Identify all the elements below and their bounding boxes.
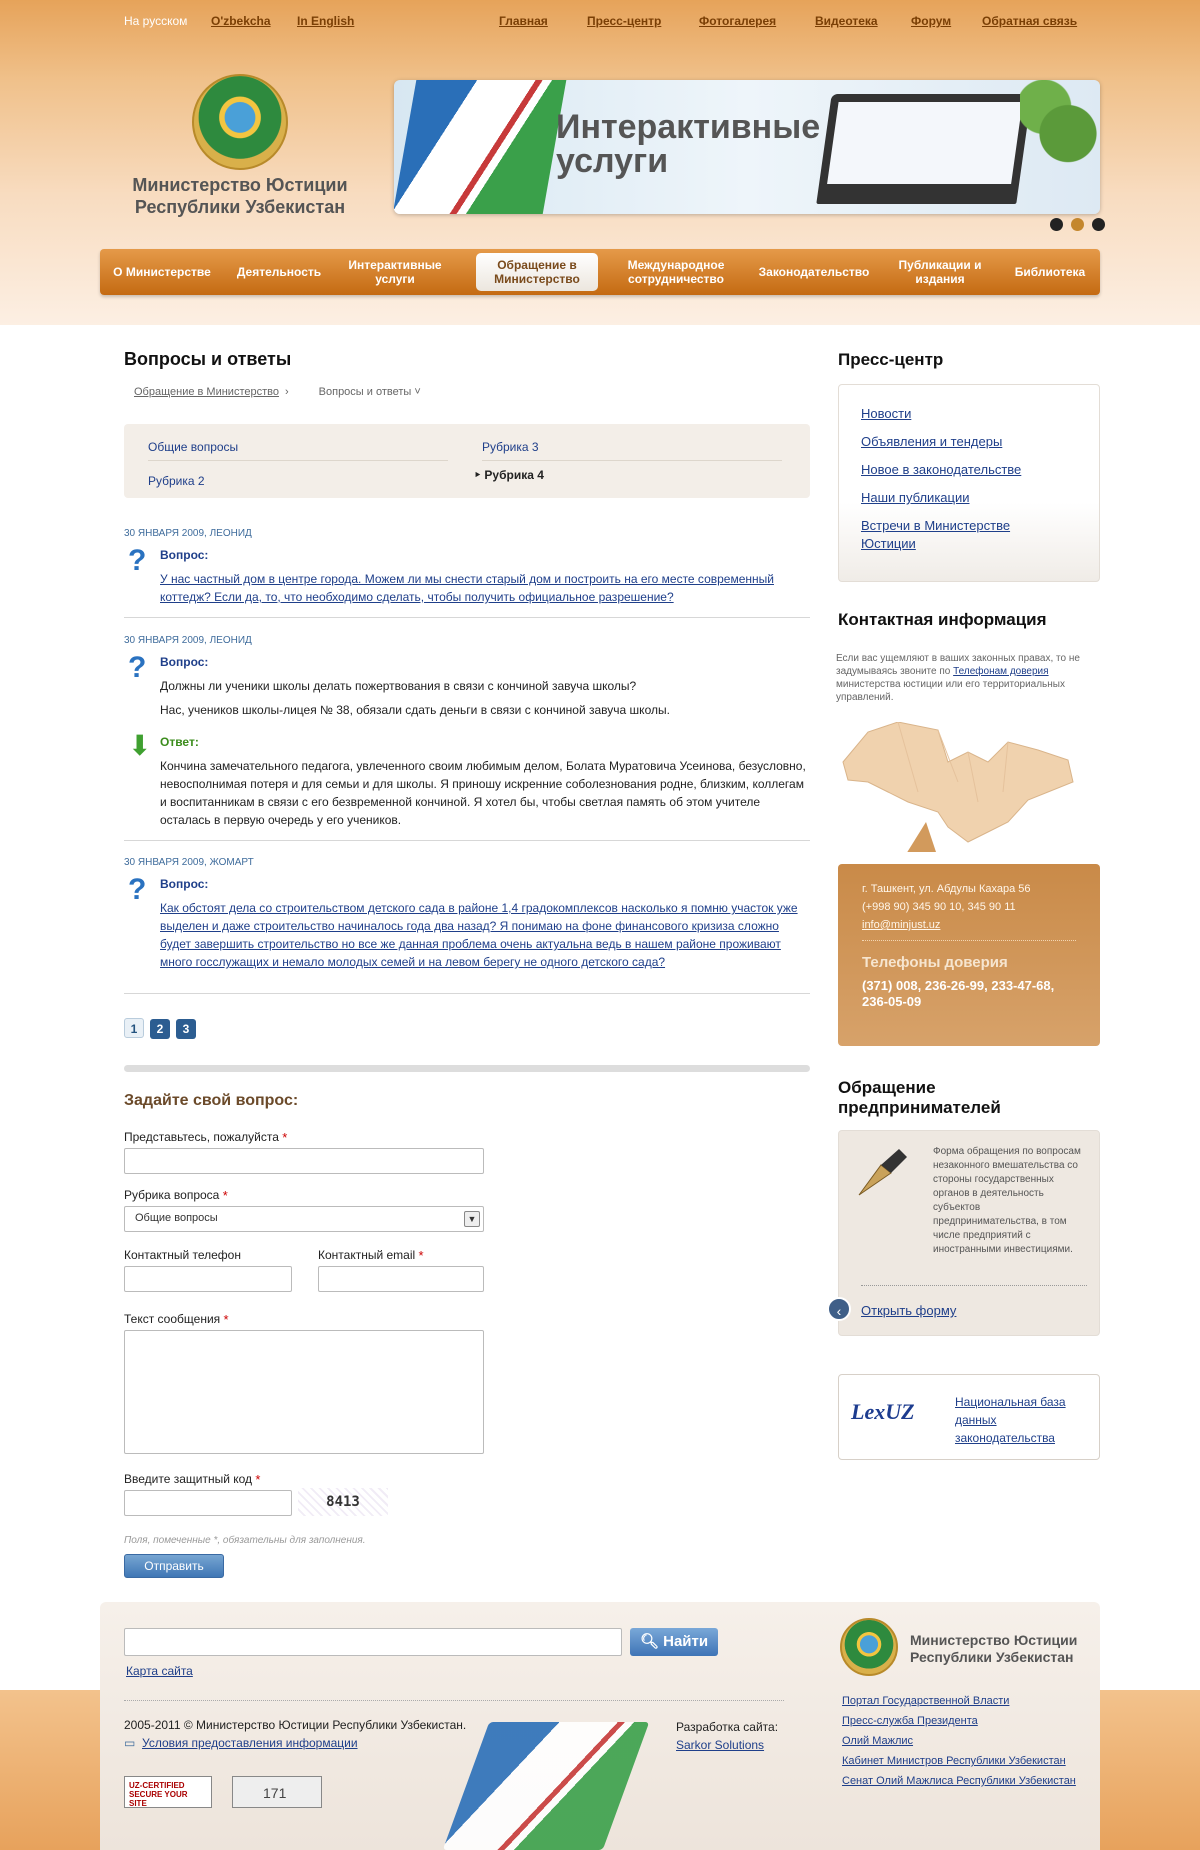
footer-link-senate[interactable]: Сенат Олий Мажлиса Республики Узбекистан: [842, 1775, 1076, 1787]
page-title: Вопросы и ответы: [124, 349, 292, 369]
laptop-image: [816, 94, 1031, 204]
press-link-news[interactable]: Новости: [861, 406, 912, 421]
message-textarea[interactable]: [124, 1330, 484, 1454]
rubric-label: Рубрика вопроса: [124, 1188, 220, 1202]
rubric-select-value: Общие вопросы: [135, 1212, 218, 1224]
answer-arrow-icon: ⬇: [128, 730, 152, 761]
trust-phones-link[interactable]: Телефонам доверия: [953, 666, 1049, 677]
answer-text: Кончина замечательного педагога, увлеченного своим любимым делом, Болата Муратовича Усеинова, безусловно, невосполнимая потеря и для семьи и для школы. Я приношу искренние соболезнования родне, близким, коллегам и воспитанникам в связи с его безвременной кончиной. Я хотел бы, чтобы светлая память об этом учителе осталась в первую очередь у его учеников.: [160, 759, 806, 827]
entrepreneurs-box: [838, 1130, 1100, 1336]
trust-title: Телефоны доверия: [862, 954, 1008, 971]
sitemap-link[interactable]: Карта сайта: [126, 1664, 193, 1678]
footer-link-press[interactable]: Пресс-служба Президента: [842, 1715, 978, 1727]
email-input[interactable]: [318, 1266, 484, 1292]
toplink-forum[interactable]: Форум: [911, 14, 952, 28]
flag-image: [394, 80, 570, 214]
lang-en-link[interactable]: In English: [297, 14, 355, 28]
question-text-1: Должны ли ученики школы делать пожертвования в связи с кончиной завуча школы?: [160, 679, 637, 693]
rubric-general[interactable]: Общие вопросы: [148, 440, 239, 454]
required-mark: *: [223, 1312, 229, 1327]
lexuz-box: [838, 1374, 1100, 1460]
contact-title: Контактная информация: [838, 610, 1047, 629]
main-nav: [100, 249, 1100, 295]
terms-link[interactable]: Условия предоставления информации: [142, 1736, 358, 1750]
qa-item-3: [124, 857, 810, 969]
press-link-legislation[interactable]: Новое в законодательстве: [861, 462, 1022, 477]
question-text-2: Нас, учеников школы-лицея № 38, обязали сдать деньги в связи с кончиной завуча школы.: [160, 703, 670, 717]
nav-legislation[interactable]: Законодательство: [758, 265, 870, 279]
footer-link-majlis[interactable]: Олий Мажлис: [842, 1735, 914, 1747]
search-icon: 🔍︎: [639, 1633, 664, 1650]
nav-library[interactable]: Библиотека: [1014, 265, 1086, 279]
site-logo[interactable]: [124, 64, 356, 224]
banner-title-2: услуги: [556, 142, 669, 180]
form-note: Поля, помеченные *, обязательны для заполнения.: [124, 1535, 366, 1546]
rubric-select[interactable]: [124, 1206, 484, 1232]
nav-international[interactable]: Международное сотрудничество: [627, 258, 725, 286]
footer-link-cabinet[interactable]: Кабинет Министров Республики Узбекистан: [842, 1755, 1066, 1767]
question-icon: ?: [128, 651, 147, 684]
footer-logo-line-1: Министерство Юстиции: [910, 1632, 1078, 1648]
nav-appeal[interactable]: Обращение в Министерство: [476, 253, 598, 291]
breadcrumb-parent[interactable]: Обращение в Министерство: [134, 386, 279, 398]
press-link-meetings[interactable]: Встречи в Министерстве Юстиции: [861, 518, 1011, 551]
email-label: Контактный email: [318, 1248, 416, 1262]
form-title: Задайте свой вопрос:: [124, 1092, 299, 1109]
required-mark: *: [255, 1472, 261, 1487]
rubric-2[interactable]: Рубрика 2: [148, 474, 205, 488]
copyright: 2005-2011 © Министерство Юстиции Республики Узбекистан.: [124, 1718, 467, 1732]
question-icon: ?: [128, 544, 147, 577]
emblem-icon: [840, 1618, 898, 1676]
banner-title-1: Интерактивные: [556, 108, 821, 146]
lang-uz-link[interactable]: O'zbekcha: [211, 14, 271, 28]
entrepreneurs-title: Обращение предпринимателей: [838, 1078, 1001, 1117]
captcha-image: 8413: [298, 1488, 388, 1516]
toplink-press[interactable]: Пресс-центр: [587, 14, 662, 28]
banner-dot-2[interactable]: [1071, 218, 1084, 231]
question-link[interactable]: Как обстоят дела со строительством детского сада в районе 1,4 градокомплексов насколько я помню участок уже выделен и даже строительство начиналось года два назад? Я понимаю на фоне финансового кризиза сложно будет завершить строительство но все же данная проблема очень актуальна ведь в нашем районе проживают много госслужащих и немало молодых семей и на левом берегу не одного детского сада?: [160, 901, 798, 969]
text-label: Текст сообщения: [124, 1312, 221, 1326]
entrepreneurs-text: Форма обращения по вопросам незаконного вмешательства со стороны государственных органов в деятельность субъектов предпринимательства, в том числе предприятий с иностранными инвестициями.: [933, 1146, 1081, 1255]
required-mark: *: [282, 1130, 288, 1145]
required-mark: *: [418, 1248, 424, 1263]
code-label: Введите защитный код: [124, 1472, 253, 1486]
question-label: Вопрос:: [160, 548, 209, 562]
logo-line-2: Республики Узбекистан: [134, 197, 346, 217]
divider: [124, 840, 810, 841]
phone-label: Контактный телефон: [124, 1248, 241, 1262]
phones: (+998 90) 345 90 10, 345 90 11: [862, 901, 1016, 913]
qa-meta: 30 ЯНВАРЯ 2009, ЖОМАРТ: [124, 857, 254, 868]
page-2[interactable]: 2: [150, 1019, 170, 1039]
rubric-panel: [124, 424, 810, 498]
nav-about[interactable]: О Министерстве: [113, 265, 211, 279]
emblem-icon: [192, 74, 288, 170]
lexuz-logo[interactable]: LexUZ: [851, 1399, 915, 1424]
plant-image: [1020, 80, 1100, 214]
contact-box: [838, 864, 1100, 1046]
flag-image: [443, 1722, 650, 1850]
developer-credit: Разработка сайта: Sarkor Solutions: [676, 1720, 779, 1752]
press-box: [838, 384, 1100, 582]
nav-publications[interactable]: Публикации и издания: [898, 258, 982, 286]
rubric-4[interactable]: Рубрика 4: [484, 468, 544, 482]
address: г. Ташкент, ул. Абдулы Кахара 56: [862, 883, 1031, 895]
press-link-tenders[interactable]: Объявления и тендеры: [861, 434, 1003, 449]
divider: [124, 993, 810, 994]
press-link-publications[interactable]: Наши публикации: [861, 490, 970, 505]
footer: [100, 1602, 1100, 1850]
email-link[interactable]: info@minjust.uz: [862, 919, 941, 931]
developer-link[interactable]: Sarkor Solutions: [676, 1738, 765, 1752]
chevron-down-icon: ˅: [411, 386, 421, 398]
nav-activity[interactable]: Деятельность: [236, 265, 322, 279]
toplink-feedback[interactable]: Обратная связь: [982, 14, 1078, 28]
bullet-icon: ‣: [474, 468, 485, 482]
toplink-home[interactable]: Главная: [499, 14, 548, 28]
pagination: [124, 1018, 202, 1039]
section-divider: [124, 1065, 810, 1072]
answer-label: Ответ:: [160, 735, 199, 749]
submit-button[interactable]: Отправить: [124, 1554, 224, 1578]
footer-link-portal[interactable]: Портал Государственной Власти: [842, 1695, 1010, 1707]
open-form-link[interactable]: Открыть форму: [861, 1303, 957, 1318]
question-label: Вопрос:: [160, 655, 209, 669]
nav-interactive[interactable]: Интерактивные услуги: [348, 258, 442, 286]
top-bar: [0, 14, 1200, 34]
divider: [124, 617, 810, 618]
question-label: Вопрос:: [160, 877, 209, 891]
qa-meta: 30 ЯНВАРЯ 2009, ЛЕОНИД: [124, 528, 252, 539]
name-label: Представьтесь, пожалуйста: [124, 1130, 279, 1144]
logo-line-1: Министерство Юстиции: [132, 175, 348, 195]
uz-certified-badge[interactable]: UZ-CERTIFIED SECURE YOUR SITE: [124, 1776, 212, 1808]
toplink-video[interactable]: Видеотека: [815, 14, 878, 28]
chevron-down-icon: ▼: [464, 1211, 480, 1227]
search-button[interactable]: 🔍︎ Найти: [630, 1628, 718, 1656]
page-3[interactable]: 3: [176, 1019, 196, 1039]
contact-intro: Если вас ущемляют в ваших законных правах, то не задумываясь звоните по Телефонам доверия министерства юстиции или его территориальных управлений.: [836, 653, 1080, 703]
breadcrumb-current[interactable]: Вопросы и ответы: [318, 386, 412, 398]
banner-dot-1[interactable]: [1050, 218, 1063, 231]
qa-item-2: [124, 635, 810, 827]
lang-ru: На русском: [124, 14, 188, 28]
press-title: Пресс-центр: [838, 350, 944, 369]
page-1[interactable]: 1: [124, 1018, 144, 1038]
footer-logo[interactable]: [840, 1614, 1090, 1684]
rubric-3[interactable]: Рубрика 3: [482, 440, 539, 454]
breadcrumb: Обращение в Министерство › Вопросы и ответы ˅: [134, 386, 421, 398]
trust-phones: (371) 008, 236-26-99, 233-47-68, 236-05-09: [862, 978, 1055, 1009]
counter-badge[interactable]: 171: [232, 1776, 322, 1808]
required-mark: *: [222, 1188, 228, 1203]
question-icon: ?: [128, 873, 147, 906]
qa-meta: 30 ЯНВАРЯ 2009, ЛЕОНИД: [124, 635, 252, 646]
info-icon: ▭: [124, 1736, 136, 1750]
fountain-pen-icon: [851, 1143, 911, 1203]
promo-banner[interactable]: [394, 80, 1100, 214]
phone-input[interactable]: [124, 1266, 292, 1292]
name-input[interactable]: [124, 1148, 484, 1174]
captcha-input[interactable]: [124, 1490, 292, 1516]
arrow-left-icon[interactable]: ‹: [827, 1297, 851, 1321]
qa-item-1: [124, 528, 810, 604]
footer-logo-line-2: Республики Узбекистан: [910, 1649, 1074, 1665]
banner-dots: [1042, 218, 1105, 234]
banner-dot-3[interactable]: [1092, 218, 1105, 231]
question-link[interactable]: У нас частный дом в центре города. Можем ли мы снести старый дом и построить на его месте современный коттедж? Если да, то, что необходимо сделать, чтобы получить официальное разрешение?: [160, 572, 774, 604]
search-input[interactable]: [124, 1628, 622, 1656]
uzbekistan-map-image: [838, 722, 1078, 852]
lexuz-link[interactable]: Национальная база данных законодательства: [955, 1395, 1066, 1445]
toplink-photo[interactable]: Фотогалерея: [699, 14, 777, 28]
